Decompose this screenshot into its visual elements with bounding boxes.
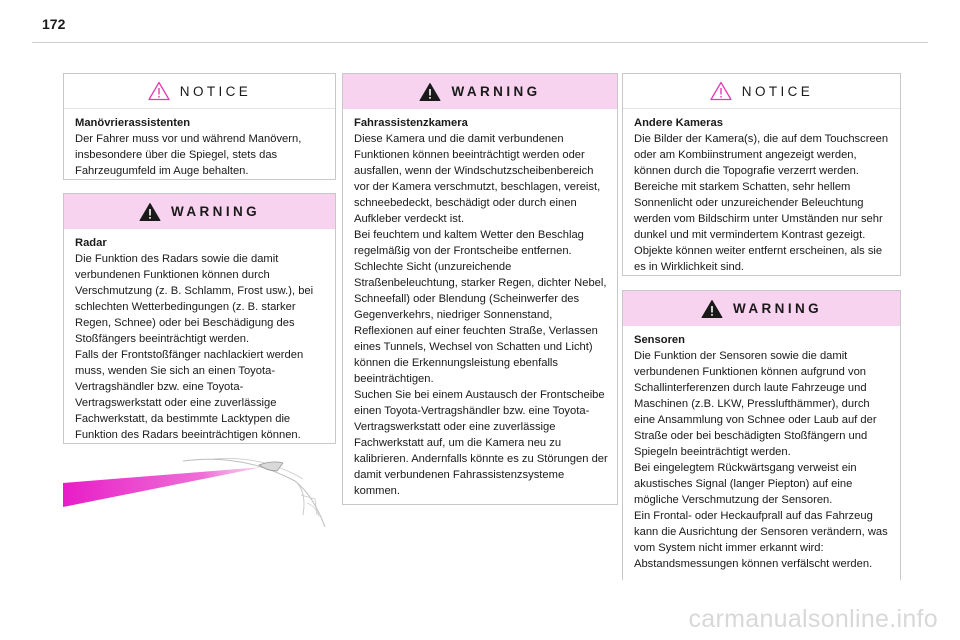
warning-box-radar: [63, 193, 336, 444]
header-divider: [32, 42, 928, 43]
warning-body: [623, 326, 900, 580]
warning-header: [64, 194, 335, 229]
warning-title: WARNING: [170, 204, 261, 219]
warning-triangle-filled-icon: [701, 299, 723, 319]
warning-paragraph: Die Funktion der Sensoren sowie die damit verbundenen Funktionen können aufgrund von Schallinterferenzen durch laute Fahrzeuge und Maschinen (z.B. LKW, Presslufthämmer), durch eine Ansammlung von Schnee oder Laub auf der Straße oder bei beschädigten Stoßfängern und Spiegeln beeinträchtigt werden.: [634, 350, 877, 458]
warning-box-fahrassistenzkamera: [342, 73, 618, 505]
notice-header: [64, 74, 335, 109]
notice-subhead: Andere Kameras: [634, 117, 723, 129]
notice-subhead: Manövrierassistenten: [75, 117, 191, 129]
warning-triangle-outline-icon: [148, 81, 170, 101]
warning-paragraph: Schlechte Sicht (unzureichende Straßenbeleuchtung, starker Regen, dichter Nebel, Schneefall) oder Blendung (Scheinwerfer des Gegenverkehrs, niedriger Sonnenstand, Reflexionen auf einer feuchten Straße, Verlassen eines Tunnels, Wechsel von Schatten und Licht) können die Erkennungsleistung ebenfalls beeinträchtigen.: [354, 261, 607, 385]
warning-paragraph: Diese Kamera und die damit verbundenen Funktionen können beeinträchtigt werden oder ausfallen, wenn der Windschutzscheibenbereich vor der Kamera verschmutzt, beschlagen, vereist, schneebedeckt, beschädigt oder durch einen Aufkleber verdeckt ist.: [354, 133, 601, 225]
warning-paragraph: Bei feuchtem und kaltem Wetter den Beschlag regelmäßig von der Frontscheibe entfernen.: [354, 229, 584, 257]
warning-triangle-filled-icon: [139, 202, 161, 222]
warning-subhead: Sensoren: [634, 334, 685, 346]
warning-paragraph: Bei eingelegtem Rückwärtsgang verweist ein akustisches Signal (langer Piepton) auf eine mögliche Verschmutzung der Sensoren.: [634, 462, 857, 506]
warning-paragraph: Suchen Sie bei einem Austausch der Frontscheibe einen Toyota-Vertragshändler bzw. eine Toyota-Vertragswerkstatt oder eine zuverlässige Fachwerkstatt auf, um die Kamera neu zu kalibrieren. Andernfalls könnte es zu Störungen der damit verbundenen Fahrassistenzsysteme kommen.: [354, 389, 608, 497]
notice-title: NOTICE: [179, 83, 252, 99]
warning-body: [64, 229, 335, 451]
warning-paragraph: Die Funktion des Radars sowie die damit verbundenen Funktionen können durch Verschmutzung (z. B. Schlamm, Frost usw.), bei schlechten Wetterbedingungen (z. B. starker Regen, Schnee) oder bei Beschädigung des Stoßfängers beeinträchtigt werden.: [75, 253, 314, 345]
notice-body: [64, 109, 335, 187]
notice-title: NOTICE: [741, 83, 814, 99]
warning-subhead: Fahrassistenzkamera: [354, 117, 468, 129]
notice-header: [623, 74, 900, 109]
warning-header: [343, 74, 617, 109]
warning-title: WARNING: [451, 84, 541, 99]
notice-body: [623, 109, 900, 283]
warning-title: WARNING: [732, 301, 823, 316]
warning-triangle-outline-icon: [710, 81, 732, 101]
warning-header: [623, 291, 900, 326]
warning-paragraph: Ein Frontal- oder Heckaufprall auf das Fahrzeug kann die Ausrichtung der Sensoren verändern, was vom System nicht immer erkannt wird: Abstandsmessungen können verfälscht werden.: [634, 510, 888, 570]
warning-box-sensoren: [622, 290, 901, 580]
warning-subhead: Radar: [75, 237, 107, 249]
windshield-camera-illustration: [63, 455, 335, 527]
warning-body: [343, 109, 617, 507]
warning-paragraph: Falls der Frontstoßfänger nachlackiert werden muss, wenden Sie sich an einen Toyota-Vertragshändler bzw. eine Toyota-Vertragswerkstatt oder eine zuverlässige Fachwerkstatt, da bestimmte Lacktypen die Funktion des Radars beeinträchtigen können.: [75, 349, 304, 441]
warning-triangle-filled-icon: [419, 82, 441, 102]
notice-paragraph: Der Fahrer muss vor und während Manövern, insbesondere über die Spiegel, stets das Fahrzeugumfeld im Auge behalten.: [75, 133, 302, 177]
notice-box-manoevrierassistenten: [63, 73, 336, 180]
watermark: carmanualsonline.info: [688, 605, 938, 633]
page-number: 172: [42, 16, 66, 32]
notice-box-andere-kameras: [622, 73, 901, 276]
notice-paragraph: Die Bilder der Kamera(s), die auf dem Touchscreen oder am Kombiinstrument angezeigt werden, können durch die Topografie verzerrt werden. Bereiche mit starkem Schatten, sehr hellem Sonnenlicht oder unzureichender Beleuchtung werden vom Bildschirm unter Umständen nur sehr dunkel und mit vermindertem Kontrast gezeigt. Objekte können weiter entfernt erscheinen, als sie es in Wirklichkeit sind.: [634, 133, 889, 273]
